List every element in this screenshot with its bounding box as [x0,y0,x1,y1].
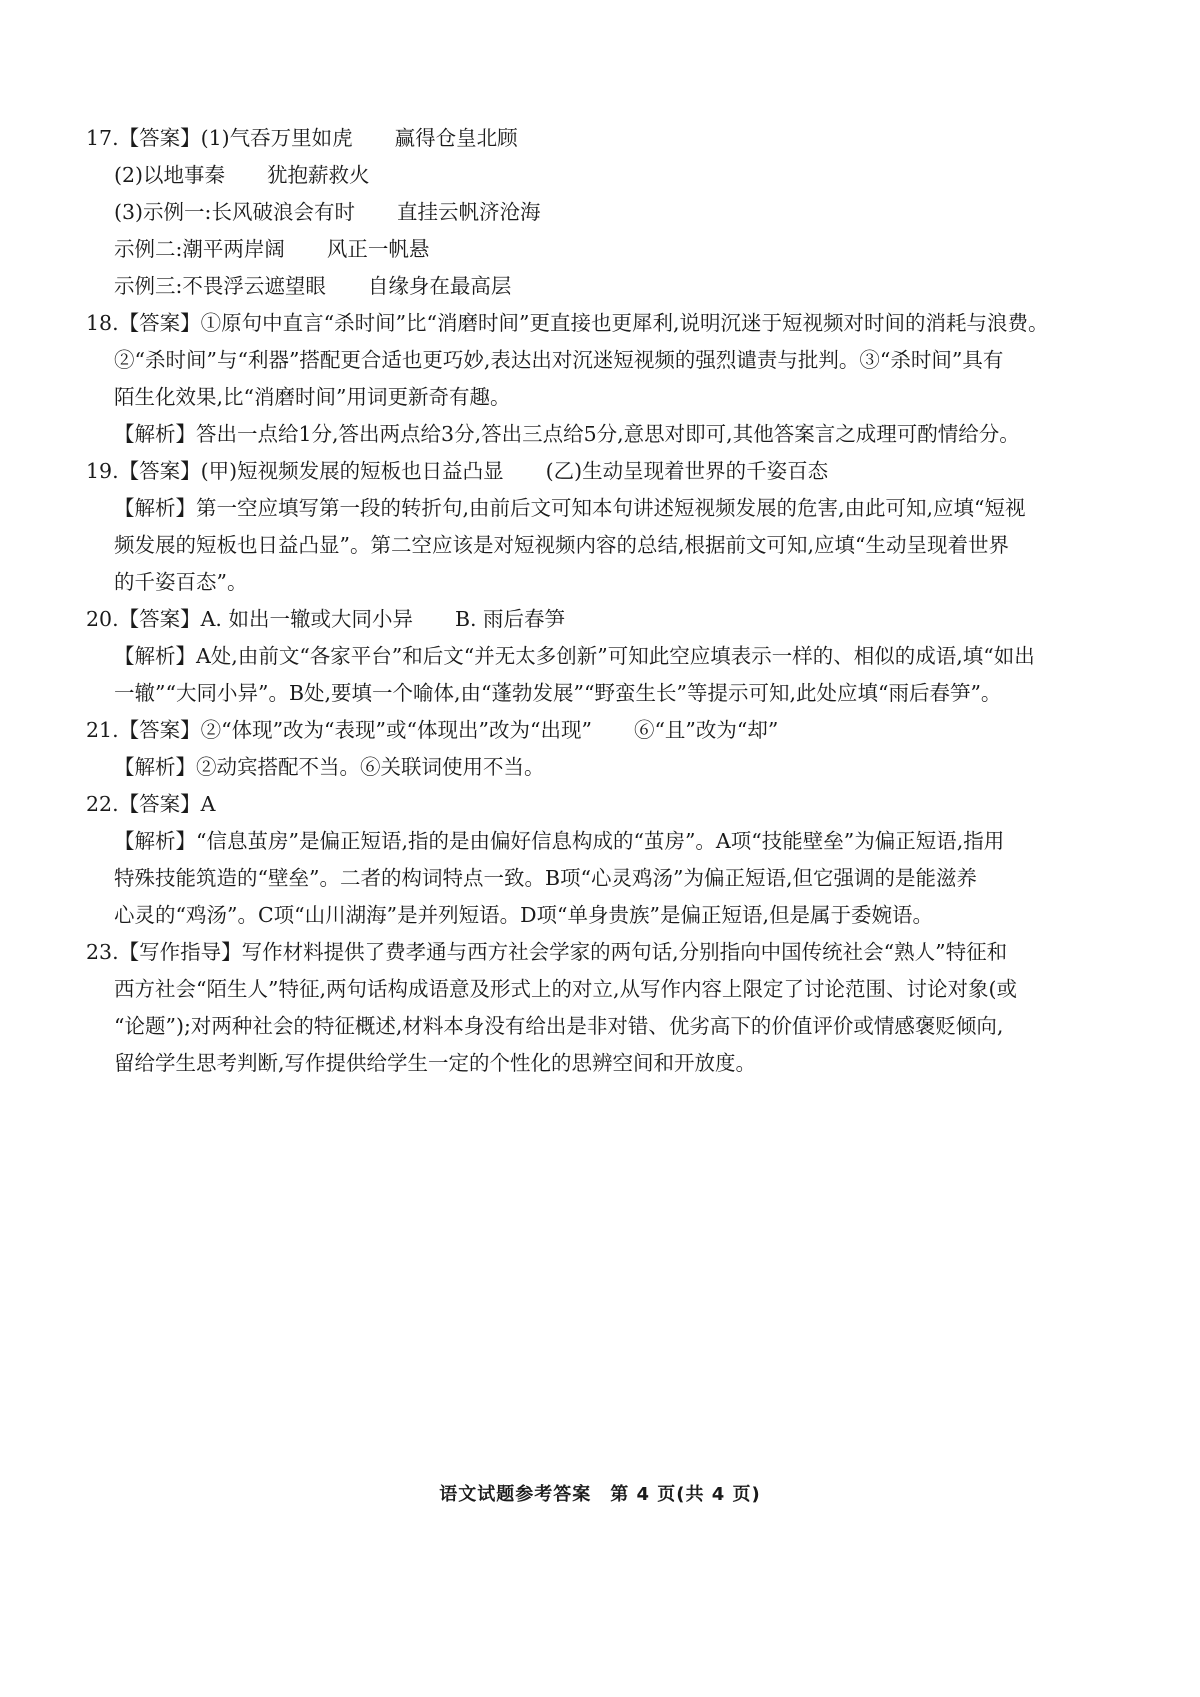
answer-22-line-1: 22.【答案】A [86,792,216,816]
answer-22-analysis-line-1: 【解析】“信息茧房”是偏正短语,指的是由偏好信息构成的“茧房”。A项“技能壁垒”为偏正短语,指用 [114,829,1005,853]
answer-17-part-4b: 风正一帆悬 [326,237,430,261]
answer-18-line-2: ②“杀时间”与“利器”搭配更合适也更巧妙,表达出对沉迷短视频的强烈谴责与批判。③“杀时间”具有 [114,348,1004,372]
answer-17-line-1 [86,120,1120,157]
page-footer: 语文试题参考答案 第 4 页(共 4 页) [439,1484,761,1505]
answer-17-line-2 [86,157,1120,194]
answer-20-analysis-line-2: 一辙”“大同小异”。B处,要填一个喻体,由“蓬勃发展”“野蛮生长”等提示可知,此处应填“雨后春笋”。 [114,681,1002,705]
answer-21-part-1a: 21.【答案】②“体现”改为“表现”或“体现出”改为“出现” [86,718,592,742]
answer-20 [86,601,1120,712]
answer-19-line-1 [86,453,1120,490]
answer-21-line-1 [86,712,1120,749]
answer-21-analysis: 【解析】②动宾搭配不当。⑥关联词使用不当。 [114,755,545,779]
answer-17 [86,120,1120,305]
answer-17-part-1a: 17.【答案】(1)气吞万里如虎 [86,126,353,150]
answer-17-part-1b: 赢得仓皇北顾 [394,126,518,150]
answer-23-line-3: “论题”);对两种社会的特征概述,材料本身没有给出是非对错、优劣高下的价值评价或情感褒贬倾向, [114,1014,1004,1038]
answer-19-part-1b: (乙)生动呈现着世界的千姿百态 [545,459,829,483]
answer-17-part-3b: 直挂云帆济沧海 [396,200,541,224]
answer-20-line-1 [86,601,1120,638]
answer-20-part-1a: 20.【答案】A. 如出一辙或大同小异 [86,607,413,631]
answer-20-analysis-line-1: 【解析】A处,由前文“各家平台”和后文“并无太多创新”可知此空应填表示一样的、相似的成语,填“如出 [114,644,1035,668]
answer-18-analysis: 【解析】答出一点给1分,答出两点给3分,答出三点给5分,意思对即可,其他答案言之成理可酌情给分。 [114,422,1020,446]
answer-19-analysis-line-2: 频发展的短板也日益凸显”。第二空应该是对短视频内容的总结,根据前文可知,应填“生动呈现着世界 [114,533,1009,557]
answer-content [86,120,1120,1082]
answer-17-line-3 [86,194,1120,231]
answer-22 [86,786,1120,934]
answer-19 [86,453,1120,601]
answer-17-part-5a: 示例三:不畏浮云遮望眼 [114,274,326,298]
answer-17-part-5b: 自缘身在最高层 [367,274,512,298]
answer-17-part-2b: 犹抱薪救火 [267,163,370,187]
answer-22-analysis-line-2: 特殊技能筑造的“壁垒”。二者的构词特点一致。B项“心灵鸡汤”为偏正短语,但它强调的是能滋养 [114,866,977,890]
answer-21 [86,712,1120,786]
answer-23 [86,934,1120,1082]
answer-18-line-3: 陌生化效果,比“消磨时间”用词更新奇有趣。 [114,385,511,409]
answer-17-line-4 [86,231,1120,268]
answer-17-part-2a: (2)以地事秦 [114,163,226,187]
answer-17-line-5 [86,268,1120,305]
answer-18-line-1: 18.【答案】①原句中直言“杀时间”比“消磨时间”更直接也更犀利,说明沉迷于短视频对时间的消耗与浪费。 [86,311,1049,335]
answer-22-analysis-line-3: 心灵的“鸡汤”。C项“山川湖海”是并列短语。D项“单身贵族”是偏正短语,但是属于委婉语。 [114,903,934,927]
answer-19-analysis-line-1: 【解析】第一空应填写第一段的转折句,由前后文可知本句讲述短视频发展的危害,由此可知,应填“短视 [114,496,1026,520]
answer-21-part-1b: ⑥“且”改为“却” [633,718,779,742]
answer-17-part-4a: 示例二:潮平两岸阔 [114,237,285,261]
answer-18 [86,305,1120,453]
answer-19-part-1a: 19.【答案】(甲)短视频发展的短板也日益凸显 [86,459,504,483]
answer-23-line-4: 留给学生思考判断,写作提供给学生一定的个性化的思辨空间和开放度。 [114,1051,757,1075]
answer-23-line-1: 23.【写作指导】写作材料提供了费孝通与西方社会学家的两句话,分别指向中国传统社会“熟人”特征和 [86,940,1008,964]
answer-23-line-2: 西方社会“陌生人”特征,两句话构成语意及形式上的对立,从写作内容上限定了讨论范围、讨论对象(或 [114,977,1017,1001]
answer-17-part-3a: (3)示例一:长风破浪会有时 [114,200,355,224]
answer-20-part-1b: B. 雨后春笋 [454,607,566,631]
answer-19-analysis-line-3: 的千姿百态”。 [114,570,248,594]
